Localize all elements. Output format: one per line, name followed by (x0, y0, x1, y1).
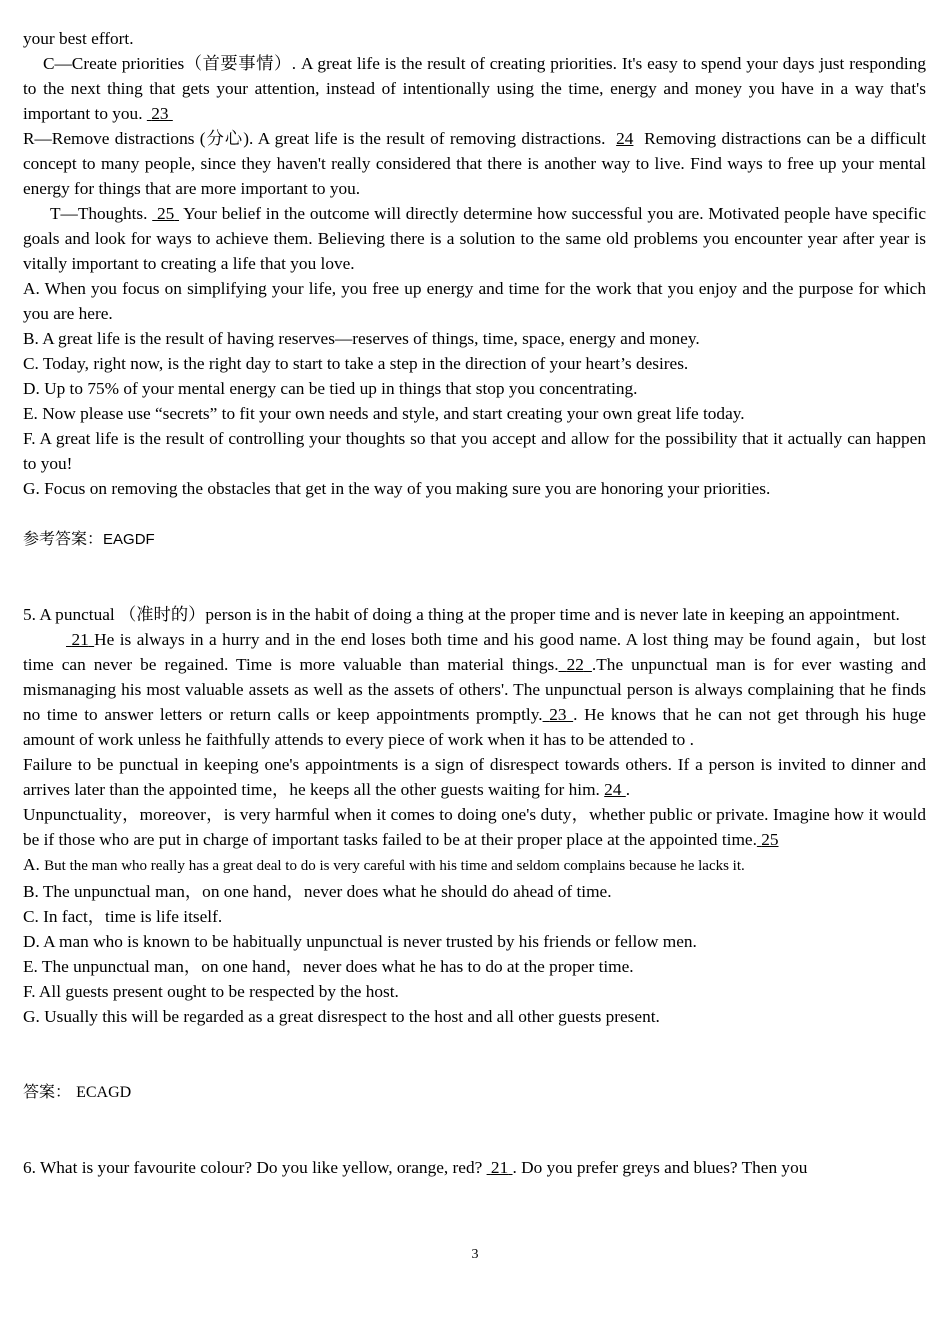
option-b: B. A great life is the result of having reserves—reserves of things, time, space, energy and money. (23, 329, 700, 348)
blank-23[interactable]: 23 (549, 705, 567, 724)
paragraph-text: Removing distractions can be a difficult concept to many people, since they haven't really considered that there is another way to live. Find ways to free up your mental energy for things that are more important to you. (23, 129, 926, 198)
option-c: C. In fact，time is life itself. (23, 907, 223, 926)
option-f: F. All guests present ought to be respected by the host. (23, 982, 399, 1001)
answer-label: 答案： (23, 1082, 72, 1101)
passage6-question (23, 1155, 926, 1180)
paragraph-text: .The unpunctual man is for ever wasting and mismanaging his most valuable assets as well as the assets of others'. The unpunctual person is always complaining that he finds no time to answer letters or return calls or keep appointments promptly. (23, 655, 926, 724)
answer-label: 参考答案： (23, 529, 104, 548)
blank-22[interactable]: 22 (566, 655, 584, 674)
blank-24[interactable]: 24 (616, 129, 634, 148)
passage4-paragraph-t (23, 201, 926, 276)
passage5-paragraph-4 (23, 802, 926, 852)
paragraph-text: C—Create priorities（首要事情）. A great life is the result of creating priorities. It's easy to spend your days just responding to the next thing that gets your attention, instead of intentionally using the time, energy and money you have in a way that's important to you. (23, 54, 926, 123)
paragraph-text: 6. What is your favourite colour? Do you like yellow, orange, red? (23, 1158, 483, 1177)
answer-key: EAGDF (103, 531, 155, 548)
option-e: E. The unpunctual man，on one hand，never does what he has to do at the proper time. (23, 957, 634, 976)
passage5-answer (23, 1079, 926, 1105)
passage5-question: 5. A punctual （准时的）person is in the habit of doing a thing at the proper time and is never late in keeping an appointment. (23, 605, 900, 624)
passage5-paragraph-3: Failure to be punctual in keeping one's appointments is a sign of disrespect towards others. If a person is invited to dinner and arrives later than the appointed time，he keeps all the other guests waiting for him. 24 . (23, 755, 926, 799)
option-f: F. A great life is the result of controlling your thoughts so that you accept and allow for the possibility that it actually can happen to you! (23, 429, 926, 473)
document-page (23, 26, 926, 1180)
blank-23[interactable]: 23 (151, 104, 169, 123)
option-a: A. When you focus on simplifying your life, you free up energy and time for the work that you enjoy and the purpose for which you are here. (23, 279, 926, 323)
option-d: D. A man who is known to be habitually unpunctual is never trusted by his friends or fellow men. (23, 932, 697, 951)
option-c: C. Today, right now, is the right day to start to take a step in the direction of your heart’s desires. (23, 354, 689, 373)
passage4-paragraph-r (23, 126, 926, 201)
paragraph-text: Failure to be punctual in keeping one's appointments is a sign of disrespect towards others. If a person is invited to dinner and arrives later than the appointed time，he keeps all the other guests waiting for him. (23, 755, 926, 799)
passage5-paragraph-2 (23, 627, 926, 752)
blank-25[interactable]: 25 (761, 830, 779, 849)
blank-25[interactable]: 25 (156, 204, 175, 223)
option-e: E. Now please use “secrets” to fit your own needs and style, and start creating your own great life today. (23, 404, 745, 423)
blank-24[interactable]: 24 (604, 780, 622, 799)
paragraph-text: . He knows that he can not get through his huge amount of work unless he faithfully attends to every piece of work when it has to be attended to . (23, 705, 926, 749)
option-g: G. Usually this will be regarded as a great disrespect to the host and all other guests present. (23, 1007, 660, 1026)
paragraph-text: R—Remove distractions (分心). A great life is the result of removing distractions. (23, 129, 606, 148)
option-d: D. Up to 75% of your mental energy can be tied up in things that stop you concentrating. (23, 379, 638, 398)
passage4-intro-tail: your best effort. (23, 29, 134, 48)
option-a: A. But the man who really has a great deal to do is very careful with his time and seldom complains because he lacks it. (23, 855, 745, 874)
blank-21[interactable]: 21 (71, 630, 89, 649)
paragraph-text: He is always in a hurry and in the end loses both time and his good name. A lost thing may be found again，but lost time can never be regained. Time is more valuable than material things. (23, 630, 926, 674)
passage4-paragraph-c (23, 51, 926, 126)
paragraph-text: T—Thoughts. (50, 204, 148, 223)
option-b: B. The unpunctual man，on one hand，never does what he should do ahead of time. (23, 882, 612, 901)
passage4-answer (23, 526, 926, 552)
paragraph-text: Your belief in the outcome will directly determine how successful you are. Motivated people have specific goals and look for ways to achieve them. Believing there is a solution to the same old problems you encounter year after year is vitally important to creating a life that you love. (23, 204, 926, 273)
blank-21[interactable]: 21 (490, 1158, 509, 1177)
paragraph-text: . Do you prefer greys and blues? Then you (512, 1158, 808, 1177)
paragraph-text: Unpunctuality，moreover，is very harmful when it comes to doing one's duty，whether public or private. Imagine how it would be if those who are put in charge of important tasks failed to be at their proper place at the appointed time. (23, 805, 926, 849)
option-g: G. Focus on removing the obstacles that get in the way of you making sure you are honoring your priorities. (23, 479, 771, 498)
page-number: 3 (471, 1247, 479, 1262)
answer-key: ECAGD (76, 1084, 132, 1101)
